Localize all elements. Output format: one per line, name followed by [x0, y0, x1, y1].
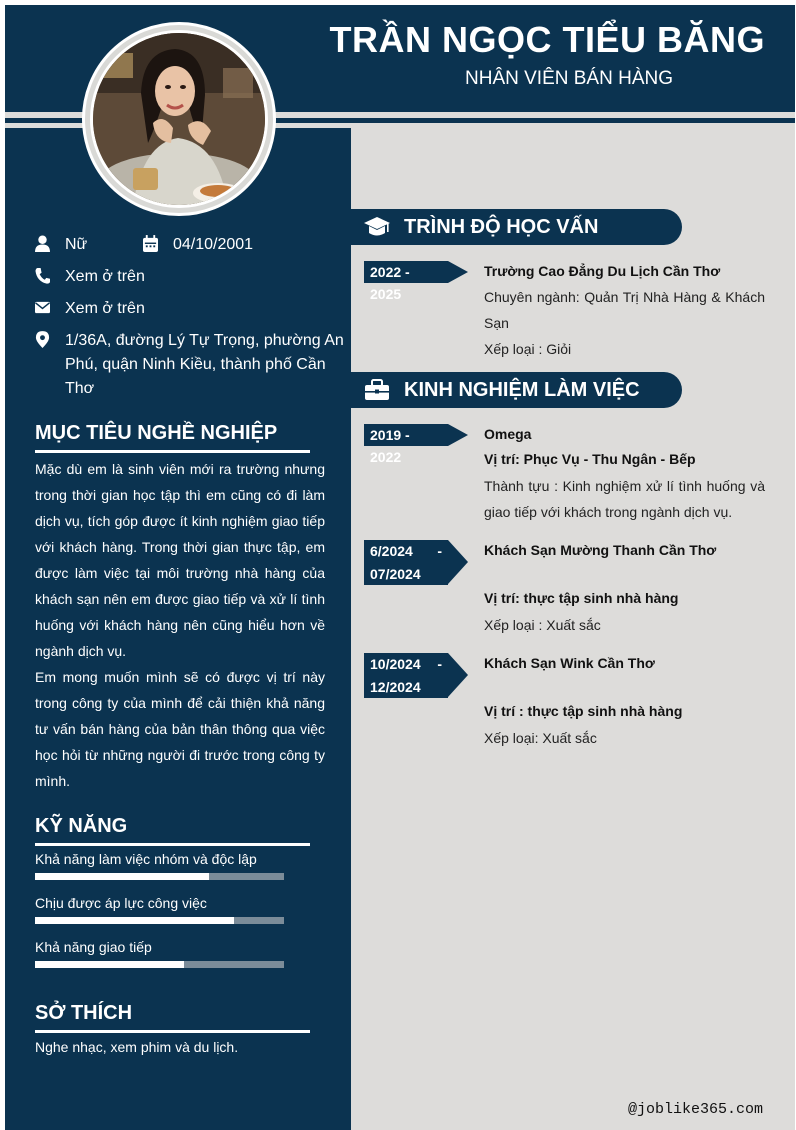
hobbies-text: Nghe nhạc, xem phim và du lịch.	[35, 1039, 239, 1055]
address-value: 1/36A, đường Lý Tự Trọng, phường An Phú, quận Ninh Kiều, thành phố Cần Thơ	[65, 332, 344, 397]
education-banner	[351, 209, 682, 245]
experience-period-start: 10/2024	[370, 656, 421, 672]
skill-bar	[35, 873, 284, 880]
skill-name: Khả năng giao tiếp	[35, 939, 152, 955]
phone-row	[35, 265, 145, 289]
skill-name: Khả năng làm việc nhóm và độc lập	[35, 851, 257, 867]
skill-bar-fill	[35, 873, 209, 880]
experience-company: Omega	[484, 426, 532, 442]
watermark-text: @joblike365.com	[627, 1101, 763, 1118]
objective-rule	[35, 450, 310, 453]
hobbies-heading: SỞ THÍCH	[35, 1002, 133, 1024]
period-dash: -	[437, 543, 442, 559]
education-period-tag	[364, 261, 448, 302]
birthdate-value: 04/10/2001	[173, 236, 254, 253]
phone-value: Xem ở trên	[65, 268, 145, 285]
education-school: Trường Cao Đẳng Du Lịch Cần Thơ	[484, 263, 721, 279]
portrait-photo	[93, 33, 265, 205]
experience-period-tag	[364, 653, 448, 698]
experience-period-tag	[364, 540, 448, 585]
skill-bar	[35, 961, 284, 968]
tag-arrow	[448, 540, 468, 584]
graduation-cap-icon	[364, 215, 390, 239]
experience-position: Vị trí: thực tập sinh nhà hàng	[484, 590, 679, 606]
objective-heading: MỤC TIÊU NGHỀ NGHIỆP	[35, 422, 278, 444]
hobbies-rule	[35, 1030, 310, 1033]
email-row	[35, 297, 145, 321]
period-dash: -	[437, 656, 442, 672]
experience-heading: KINH NGHIỆM LÀM VIỆC	[404, 378, 640, 401]
objective-paragraph-2: Em mong muốn mình sẽ có được vị trí này trong công ty của mình để cải thiện khả năng tư vấn bán hàng của bản thân thông qua việc học hỏi từ những người đi trước trong công ty mình.	[35, 669, 325, 789]
objective-paragraph-1: Mặc dù em là sinh viên mới ra trường nhưng trong thời gian học tập thì em cũng có đi làm dịch vụ, tích góp được ít kinh nghiệm giao tiếp với khách hàng. Trong thời gian thực tập, em được làm việc tại môi trường nhà hàng của khách sạn nên em được giao tiếp và xử lí tình huống với khách hàng nên cũng hiểu hơn về ngành dịch vụ.	[35, 461, 325, 659]
gender-value: Nữ	[65, 236, 88, 253]
experience-detail: Xếp loại: Xuất sắc	[484, 730, 597, 746]
objective-text	[35, 456, 325, 794]
tag-arrow	[448, 261, 468, 283]
experience-period-tag	[364, 424, 448, 465]
skill-bar	[35, 917, 284, 924]
birthdate-row	[143, 233, 253, 257]
experience-position: Vị trí: Phục Vụ - Thu Ngân - Bếp	[484, 451, 696, 467]
experience-detail: Xếp loại : Xuất sắc	[484, 617, 601, 633]
candidate-name: TRẦN NGỌC TIỂU BĂNG	[329, 19, 765, 60]
tag-arrow	[448, 653, 468, 697]
skill-bar-fill	[35, 917, 234, 924]
briefcase-icon	[364, 378, 390, 402]
education-major: Chuyên ngành: Quản Trị Nhà Hàng & Khách Sạn	[484, 289, 765, 331]
experience-period-end: 07/2024	[370, 565, 421, 582]
experience-banner	[351, 372, 682, 408]
education-grade: Xếp loại : Giỏi	[484, 341, 572, 357]
envelope-icon	[35, 299, 50, 316]
skill-name: Chịu được áp lực công việc	[35, 895, 207, 911]
map-pin-icon	[35, 331, 50, 348]
experience-period: 2019 - 2022	[370, 427, 410, 465]
calendar-icon	[143, 235, 158, 252]
experience-period-end: 12/2024	[370, 678, 421, 695]
education-heading: TRÌNH ĐỘ HỌC VẤN	[404, 215, 599, 238]
education-period: 2022 - 2025	[370, 264, 410, 302]
experience-period-start: 6/2024	[370, 543, 413, 559]
person-icon	[35, 235, 50, 252]
skills-heading: KỸ NĂNG	[35, 815, 128, 837]
skills-rule	[35, 843, 310, 846]
address-row	[35, 329, 345, 401]
experience-detail: Thành tựu : Kinh nghiệm xử lí tình huống và giao tiếp với khách trong ngành dịch vụ.	[484, 478, 765, 520]
experience-company: Khách Sạn Mường Thanh Cần Thơ	[484, 542, 717, 558]
gender-row	[35, 233, 87, 257]
job-title: NHÂN VIÊN BÁN HÀNG	[465, 68, 673, 89]
tag-arrow	[448, 424, 468, 446]
skill-bar-fill	[35, 961, 184, 968]
cv-page	[5, 5, 795, 1130]
experience-position: Vị trí : thực tập sinh nhà hàng	[484, 703, 683, 719]
phone-icon	[35, 267, 50, 284]
avatar	[90, 30, 268, 208]
email-value: Xem ở trên	[65, 300, 145, 317]
experience-company: Khách Sạn Wink Cần Thơ	[484, 655, 655, 671]
